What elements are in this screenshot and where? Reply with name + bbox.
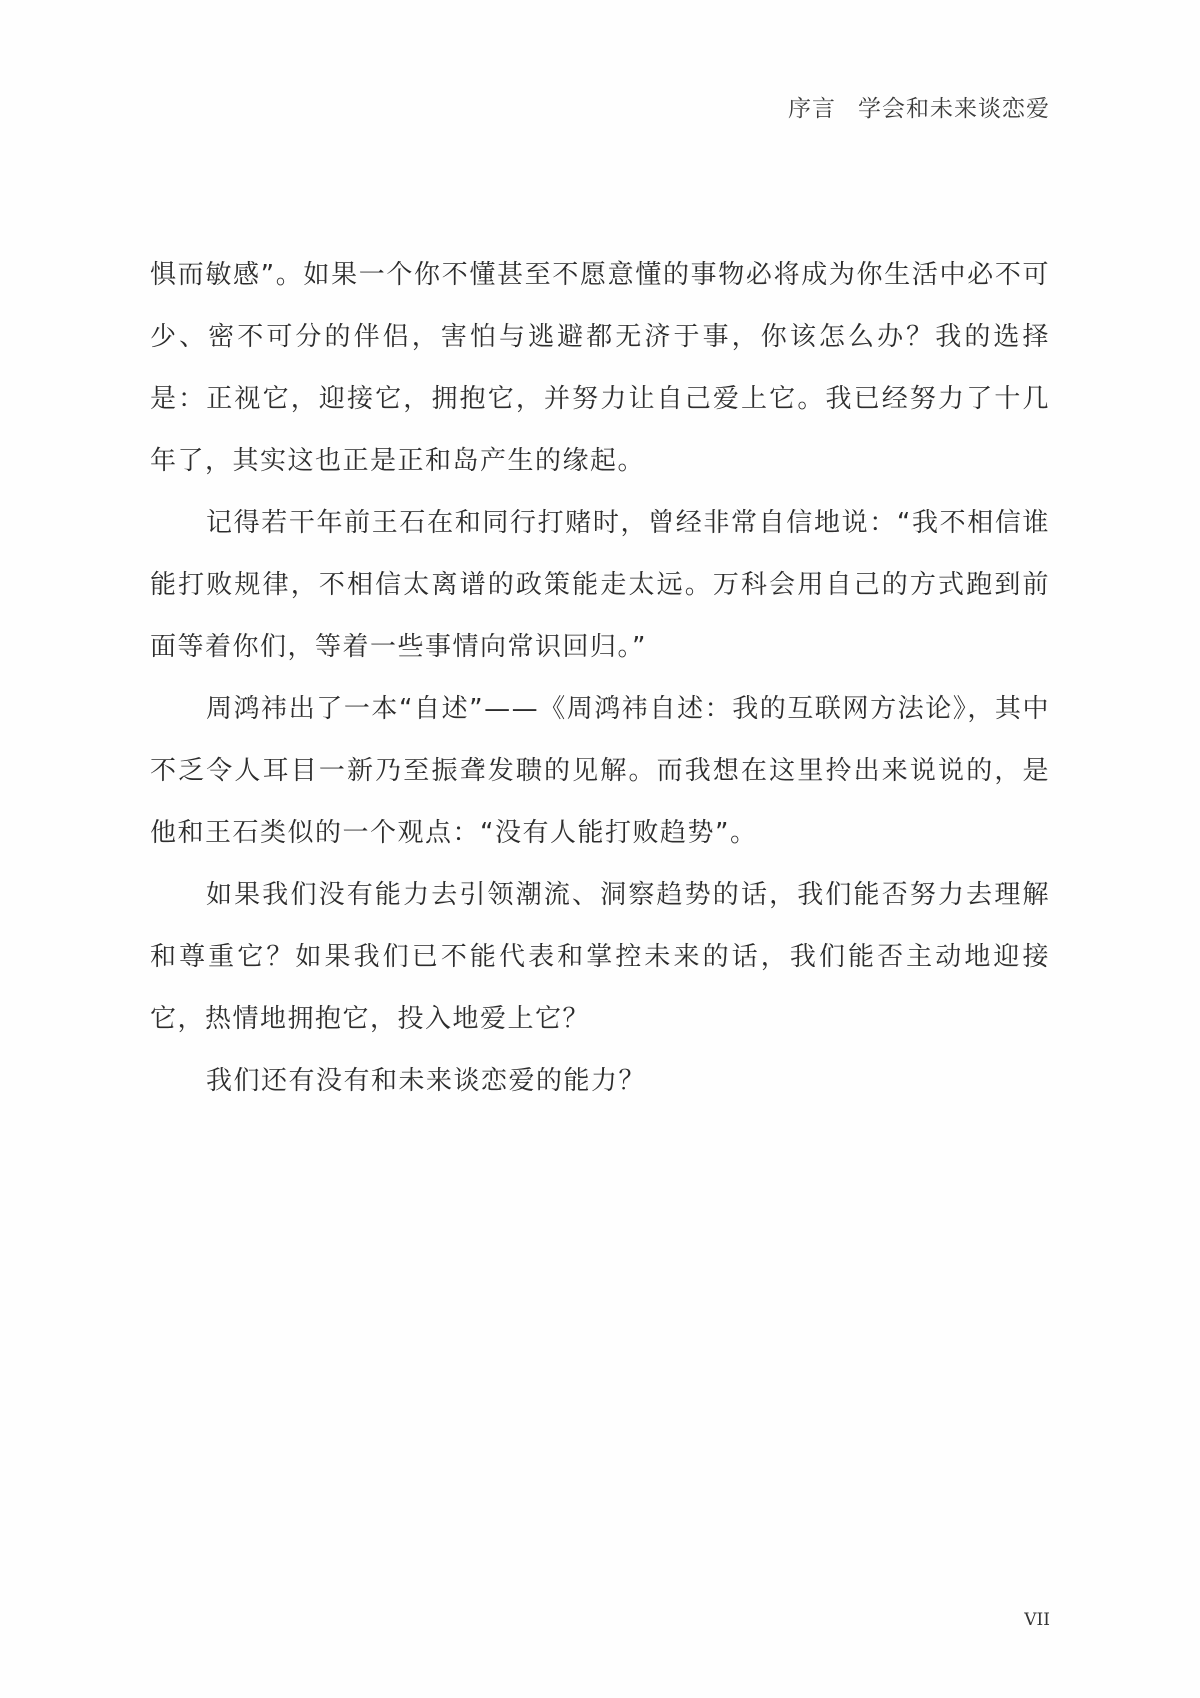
paragraph: 我们还有没有和未来谈恋爱的能力？	[206, 1066, 647, 1096]
running-header-title: 学会和未来谈恋爱	[858, 96, 1050, 122]
paragraph: 记得若干年前王石在和同行打赌时，曾经非常自信地说：“我不相信谁能打败规律，不相信太离谱的政策能走太远。万科会用自己的方式跑到前面等着你们，等着一些事情向常识回归。”	[150, 508, 1050, 662]
paragraph: 周鸿祎出了一本“自述”——《周鸿祎自述：我的互联网方法论》，其中不乏令人耳目一新乃至振聋发聩的见解。而我想在这里拎出来说说的，是他和王石类似的一个观点：“没有人能打败趋势”。	[150, 694, 1050, 848]
running-header	[788, 90, 1050, 123]
page-number: VII	[1024, 1610, 1050, 1630]
body-text	[150, 244, 1050, 1112]
paragraph: 如果我们没有能力去引领潮流、洞察趋势的话，我们能否努力去理解和尊重它？如果我们已不能代表和掌控未来的话，我们能否主动地迎接它，热情地拥抱它，投入地爱上它？	[150, 880, 1050, 1034]
paragraph-continued: 惧而敏感”。如果一个你不懂甚至不愿意懂的事物必将成为你生活中必不可少、密不可分的伴侣，害怕与逃避都无济于事，你该怎么办？我的选择是：正视它，迎接它，拥抱它，并努力让自己爱上它。我已经努力了十几年了，其实这也正是正和岛产生的缘起。	[150, 260, 1050, 476]
running-header-section: 序言	[788, 96, 836, 122]
